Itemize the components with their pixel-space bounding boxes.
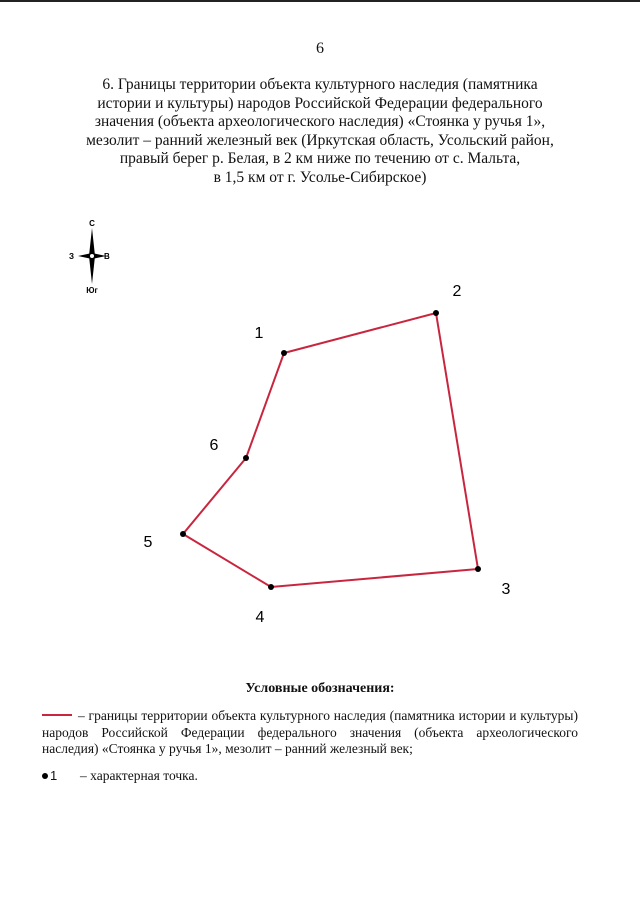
title-line: в 1,5 км от г. Усолье-Сибирское) [213, 168, 427, 186]
point-label-6: 6 [209, 437, 219, 454]
boundary-point-3 [475, 566, 481, 572]
compass-north-label: С [89, 219, 95, 228]
compass-south-label: Юг [86, 286, 98, 295]
boundary-point-6 [243, 455, 249, 461]
title-line: правый берег р. Белая, в 2 км ниже по течению от с. Мальта, [119, 150, 521, 167]
title-line: мезолит – ранний железный век (Иркутская область, Усольский район, [86, 131, 554, 149]
legend-point-description: – характерная точка. [80, 768, 198, 783]
boundary-point-2 [433, 310, 439, 316]
boundary-point-1 [281, 350, 287, 356]
point-label-3: 3 [501, 581, 511, 598]
boundary-point-4 [268, 584, 274, 590]
boundary-polygon [183, 313, 478, 587]
compass-east-label: В [104, 252, 110, 261]
legend-point-number: 1 [50, 768, 58, 783]
compass-west-label: З [68, 252, 74, 261]
point-label-2: 2 [452, 283, 462, 300]
legend-boundary-description: – границы территории объекта культурного наследия (памятника истории и культуры) народов Российской Федерации федерального значения (объекта археологического наследия) «Стоянка у ручья 1», мезолит – ранний железный век; [42, 708, 578, 756]
legend-point-dot [42, 773, 48, 779]
point-label-4: 4 [255, 609, 265, 626]
page-number: 6 [316, 40, 324, 57]
characteristic-points [180, 310, 481, 590]
title-line: значения (объекта археологического наследия) «Стоянка у ручья 1», [94, 113, 546, 130]
boundary-point-5 [180, 531, 186, 537]
title-line: 6. Границы территории объекта культурного наследия (памятника [102, 76, 538, 93]
compass-rose-icon [69, 219, 110, 295]
legend-title: Условные обозначения: [245, 681, 395, 696]
title-line: истории и культуры) народов Российской Федерации федерального [97, 94, 543, 112]
legend-point-row [42, 768, 582, 786]
point-label-1: 1 [254, 325, 264, 342]
point-label-5: 5 [143, 534, 153, 551]
